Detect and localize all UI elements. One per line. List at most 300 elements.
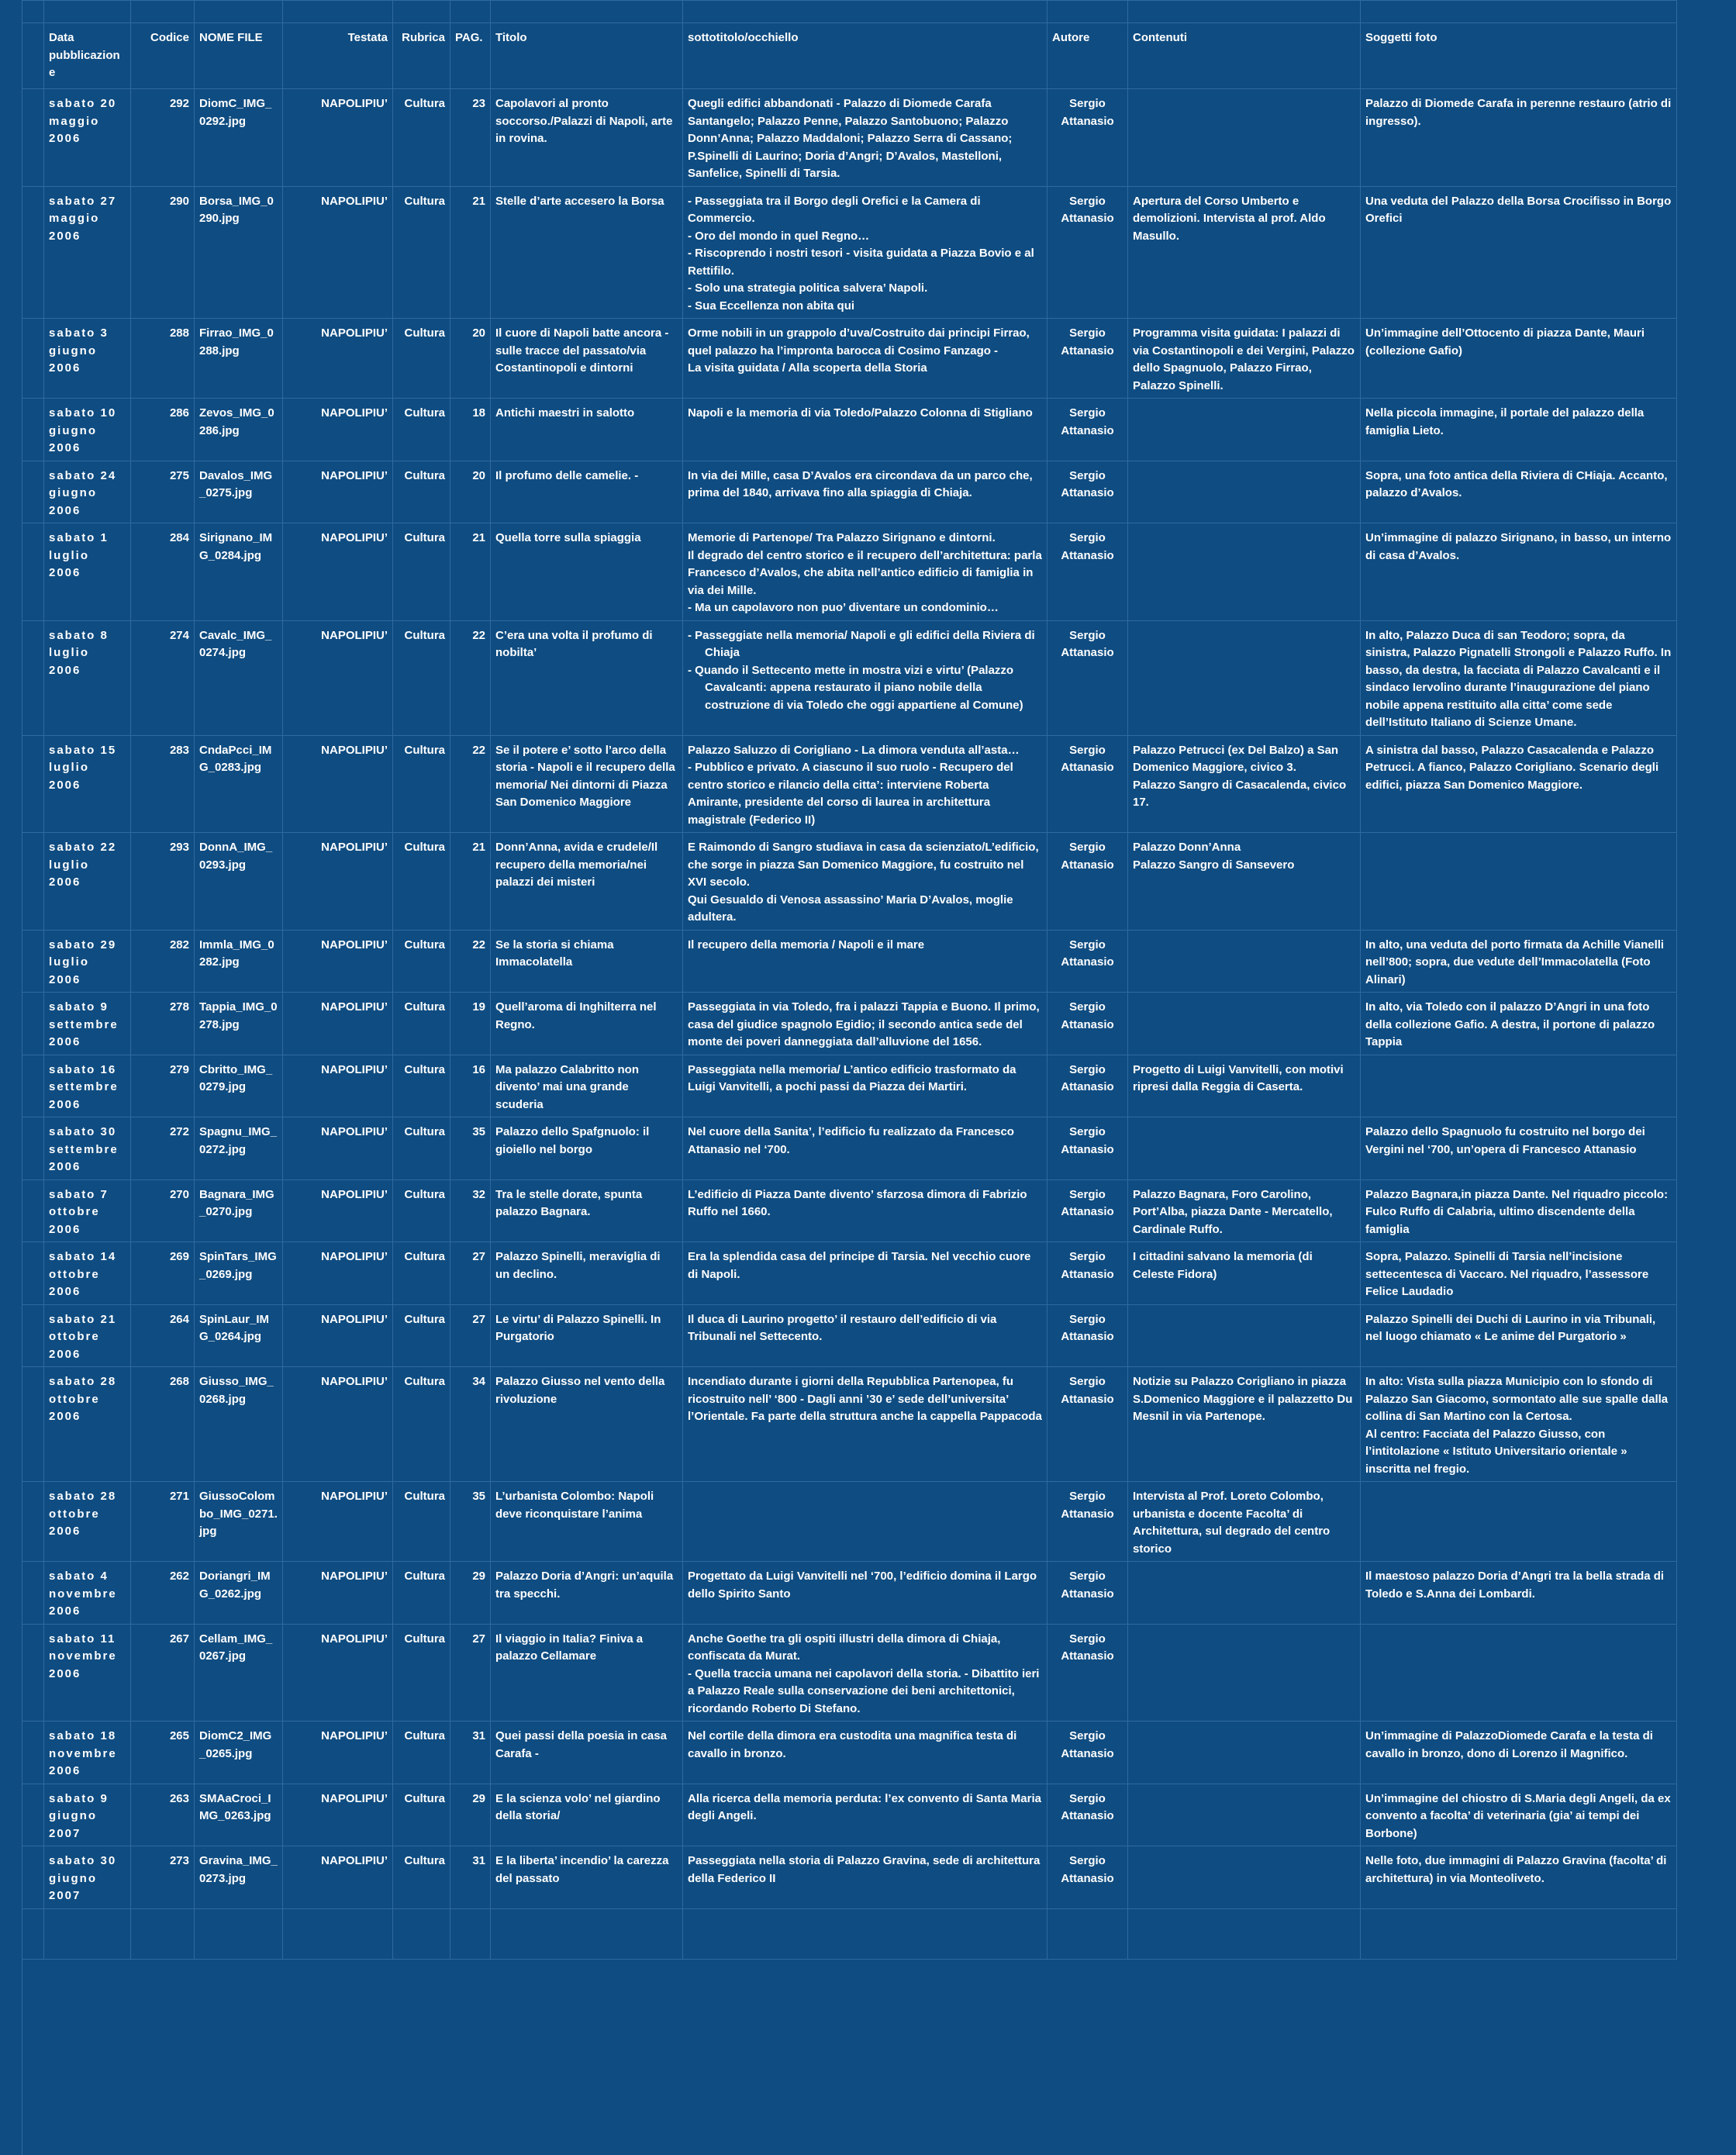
cell-rubrica: Cultura — [393, 1482, 450, 1562]
cell-titolo: Il cuore di Napoli batte ancora - sulle tracce del passato/via Costantinopoli e dintorni — [491, 319, 683, 399]
table-row — [22, 993, 1677, 1055]
row-gutter-cell — [22, 399, 44, 461]
left-gutter — [0, 0, 22, 2155]
content-line: I cittadini salvano la memoria (di Celeste Fidora) — [1133, 1250, 1313, 1281]
cell-testata: NAPOLIPIU’ — [283, 1055, 393, 1117]
cell-data: sabato 22 luglio 2006 — [44, 833, 131, 931]
cell-titolo: Palazzo Giusso nel vento della rivoluzione — [491, 1367, 683, 1482]
subtitle-line: E Raimondo di Sangro studiava in casa da scienziato/L’edificio, che sorge in piazza San Domenico Maggiore, fu costruito nel XVI secolo. — [688, 841, 1039, 889]
cell-rubrica: Cultura — [393, 89, 450, 187]
cell-autore: Sergio Attanasio — [1047, 833, 1128, 931]
cell-autore: Sergio Attanasio — [1047, 1784, 1128, 1846]
row-gutter-cell — [22, 186, 44, 319]
cell-contenuti — [1128, 1242, 1361, 1305]
cell-sottotitolo — [683, 461, 1047, 523]
content-line: Apertura del Corso Umberto e demolizioni. Intervista al prof. Aldo Masullo. — [1133, 194, 1326, 243]
cell-codice: 286 — [131, 399, 195, 461]
cell-titolo: L’urbanista Colombo: Napoli deve riconquistare l’anima — [491, 1482, 683, 1562]
subtitle-line: Orme nobili in un grappolo d’uva/Costruito dai principi Firrao, quel palazzo ha l’impronta barocca di Cosimo Fanzago - — [688, 326, 1030, 357]
cell-testata: NAPOLIPIU’ — [283, 319, 393, 399]
cell-codice: 288 — [131, 319, 195, 399]
row-gutter-cell — [22, 523, 44, 621]
subtitle-line: - Oro del mondo in quel Regno… — [688, 229, 870, 243]
header-codice: Codice — [131, 23, 195, 89]
cell-data: sabato 8 luglio 2006 — [44, 620, 131, 735]
cell-sottotitolo — [683, 186, 1047, 319]
subtitle-line: Palazzo Saluzzo di Corigliano - La dimora venduta all’asta… — [688, 743, 1020, 757]
cell-soggetti: A sinistra dal basso, Palazzo Casacalenda e Palazzo Petrucci. A fianco, Palazzo Corigliano. Scenario degli edifici, piazza San Domenico Maggiore. — [1361, 735, 1677, 833]
cell-pag: 32 — [450, 1179, 491, 1242]
cell-contenuti — [1128, 1562, 1361, 1625]
cell-data: sabato 24 giugno 2006 — [44, 461, 131, 523]
cell-file: Doriangri_IMG_0262.jpg — [195, 1562, 283, 1625]
cell-contenuti — [1128, 1846, 1361, 1909]
cell-soggetti: Il maestoso palazzo Doria d’Angri tra la bella strada di Toledo e S.Anna dei Lombardi. — [1361, 1562, 1677, 1625]
cell-titolo: Antichi maestri in salotto — [491, 399, 683, 461]
cell-rubrica: Cultura — [393, 1784, 450, 1846]
table-row — [22, 1846, 1677, 1909]
cell-codice: 271 — [131, 1482, 195, 1562]
cell-soggetti: In alto, via Toledo con il palazzo D’Angri in una foto della collezione Gafio. A destra, il portone di palazzo Tappia — [1361, 993, 1677, 1055]
cell-rubrica: Cultura — [393, 1367, 450, 1482]
cell-rubrica: Cultura — [393, 620, 450, 735]
cell-contenuti — [1128, 186, 1361, 319]
content-line: Palazzo Bagnara, Foro Carolino, Port’Alba, piazza Dante - Mercatello, Cardinale Ruffo. — [1133, 1187, 1333, 1236]
row-gutter-cell — [22, 1846, 44, 1909]
subtitle-line: Memorie di Partenope/ Tra Palazzo Sirignano e dintorni. — [688, 531, 996, 544]
cell-codice: 292 — [131, 89, 195, 187]
cell-file: DiomC_IMG_0292.jpg — [195, 89, 283, 187]
cell-codice: 269 — [131, 1242, 195, 1305]
cell-rubrica: Cultura — [393, 1242, 450, 1305]
cell-soggetti: Palazzo Bagnara,in piazza Dante. Nel riquadro piccolo: Fulco Ruffo di Calabria, ultimo discendente della famiglia — [1361, 1179, 1677, 1242]
cell-sottotitolo — [683, 1722, 1047, 1784]
cell-contenuti — [1128, 461, 1361, 523]
cell-data: sabato 21 ottobre 2006 — [44, 1304, 131, 1367]
cell-file: Firrao_IMG_0288.jpg — [195, 319, 283, 399]
cell-soggetti — [1361, 833, 1677, 931]
cell-soggetti: Un’immagine del chiostro di S.Maria degli Angeli, da ex convento a facolta’ di veterinaria (gia’ ai tempi dei Borbone) — [1361, 1784, 1677, 1846]
cell-data: sabato 16 settembre 2006 — [44, 1055, 131, 1117]
cell-titolo: Quell’aroma di Inghilterra nel Regno. — [491, 993, 683, 1055]
cell-soggetti: Sopra, Palazzo. Spinelli di Tarsia nell’incisione settecentesca di Vaccaro. Nel riquadro, l’assessore Felice Laudadio — [1361, 1242, 1677, 1305]
subtitle-line: Il degrado del centro storico e il recupero dell’architettura: parla Francesco d’Avalos, che abita nell’antico edificio di famiglia in via dei Mille. — [688, 548, 1042, 597]
subtitle-line: Quegli edifici abbandonati - Palazzo di Diomede Carafa Santangelo; Palazzo Penne, Palazzo Santobuono; Palazzo Donn’Anna; Palazzo Maddaloni; Palazzo Serra di Cassano; P.Spinelli di Laurino; Doria d’Angri; D’Avalos, Mastelloni, Sanfelice, Spinelli di Tarsia. — [688, 97, 1013, 180]
cell-testata: NAPOLIPIU’ — [283, 1722, 393, 1784]
cell-testata: NAPOLIPIU’ — [283, 89, 393, 187]
cell-testata: NAPOLIPIU’ — [283, 1117, 393, 1180]
cell-autore: Sergio Attanasio — [1047, 930, 1128, 993]
subtitle-line: Nel cuore della Sanita’, l’edificio fu realizzato da Francesco Attanasio nel ‘700. — [688, 1125, 1014, 1156]
subtitle-line: Nel cortile della dimora era custodita una magnifica testa di cavallo in bronzo. — [688, 1729, 1017, 1760]
cell-file: DiomC2_IMG_0265.jpg — [195, 1722, 283, 1784]
row-gutter-cell — [22, 833, 44, 931]
header-blank — [22, 23, 44, 89]
table-row — [22, 1367, 1677, 1482]
cell-file: SpinLaur_IMG_0264.jpg — [195, 1304, 283, 1367]
cell-codice: 282 — [131, 930, 195, 993]
cell-titolo: Quei passi della poesia in casa Carafa - — [491, 1722, 683, 1784]
cell-pag: 23 — [450, 89, 491, 187]
cell-soggetti: Nelle foto, due immagini di Palazzo Gravina (facolta’ di architettura) in via Monteoliveto. — [1361, 1846, 1677, 1909]
table-row — [22, 930, 1677, 993]
row-gutter-cell — [22, 1784, 44, 1846]
cell-rubrica: Cultura — [393, 833, 450, 931]
cell-rubrica: Cultura — [393, 461, 450, 523]
cell-sottotitolo — [683, 319, 1047, 399]
cell-pag: 35 — [450, 1117, 491, 1180]
cell-data: sabato 18 novembre 2006 — [44, 1722, 131, 1784]
table-row — [22, 1722, 1677, 1784]
cell-file: Zevos_IMG_0286.jpg — [195, 399, 283, 461]
content-line: Intervista al Prof. Loreto Colombo, urbanista e docente Facolta’ di Architettura, sul degrado del centro storico — [1133, 1490, 1330, 1556]
subtitle-line: - Sua Eccellenza non abita qui — [688, 299, 855, 313]
cell-pag: 31 — [450, 1846, 491, 1909]
cell-data: sabato 1 luglio 2006 — [44, 523, 131, 621]
cell-titolo: Le virtu’ di Palazzo Spinelli. In Purgatorio — [491, 1304, 683, 1367]
cell-rubrica: Cultura — [393, 399, 450, 461]
subtitle-line: - Ma un capolavoro non puo’ diventare un condominio… — [688, 601, 999, 614]
table-row — [22, 186, 1677, 319]
cell-rubrica: Cultura — [393, 1562, 450, 1625]
row-gutter-cell — [22, 1722, 44, 1784]
cell-autore: Sergio Attanasio — [1047, 461, 1128, 523]
cell-autore: Sergio Attanasio — [1047, 1367, 1128, 1482]
cell-contenuti — [1128, 1055, 1361, 1117]
table-row — [22, 1784, 1677, 1846]
header-file: NOME FILE — [195, 23, 283, 89]
cell-file: SMAaCroci_IMG_0263.jpg — [195, 1784, 283, 1846]
cell-rubrica: Cultura — [393, 993, 450, 1055]
empty-cell — [1128, 1908, 1361, 1959]
cell-file: Giusso_IMG_0268.jpg — [195, 1367, 283, 1482]
row-gutter-cell — [22, 1179, 44, 1242]
cell-codice: 268 — [131, 1367, 195, 1482]
subtitle-line: Progettato da Luigi Vanvitelli nel ‘700, l’edificio domina il Largo dello Spirito Santo — [688, 1570, 1037, 1601]
row-gutter-cell — [22, 319, 44, 399]
subtitle-line: Incendiato durante i giorni della Repubblica Partenopea, fu ricostruito nell’ ‘800 - Dagli anni ’30 e’ sede dell’universita’ l’Orientale. Fa parte della struttura anche la cappella Pappacoda — [688, 1375, 1042, 1423]
cell-data: sabato 4 novembre 2006 — [44, 1562, 131, 1625]
cell-pag: 29 — [450, 1562, 491, 1625]
cell-testata: NAPOLIPIU’ — [283, 1242, 393, 1305]
cell-testata: NAPOLIPIU’ — [283, 1304, 393, 1367]
row-gutter-cell — [22, 1624, 44, 1722]
cell-testata: NAPOLIPIU’ — [283, 1846, 393, 1909]
cell-sottotitolo — [683, 993, 1047, 1055]
cell-data: sabato 15 luglio 2006 — [44, 735, 131, 833]
cell-titolo: Tra le stelle dorate, spunta palazzo Bagnara. — [491, 1179, 683, 1242]
cell-testata: NAPOLIPIU’ — [283, 833, 393, 931]
cell-rubrica: Cultura — [393, 1179, 450, 1242]
subtitle-line: - Passeggiate nella memoria/ Napoli e gli edifici della Riviera di Chiaja — [688, 628, 1035, 659]
cell-rubrica: Cultura — [393, 735, 450, 833]
cell-soggetti: In alto: Vista sulla piazza Municipio con lo sfondo di Palazzo San Giacomo, sormontato alle sue spalle dalla collina di San Martino con la Certosa. Al centro: Facciata del Palazzo Giusso, con l’intitolazione « Istituto Universitario orientale » inscritta nel fregio. — [1361, 1367, 1677, 1482]
cell-data: sabato 14 ottobre 2006 — [44, 1242, 131, 1305]
cell-sottotitolo — [683, 1367, 1047, 1482]
cell-contenuti — [1128, 399, 1361, 461]
table-row — [22, 319, 1677, 399]
cell-testata: NAPOLIPIU’ — [283, 930, 393, 993]
empty-cell — [491, 1908, 683, 1959]
cell-rubrica: Cultura — [393, 1304, 450, 1367]
empty-cell — [195, 1908, 283, 1959]
cell-contenuti — [1128, 833, 1361, 931]
cell-codice: 264 — [131, 1304, 195, 1367]
cell-titolo: Se il potere e’ sotto l’arco della storia - Napoli e il recupero della memoria/ Nei dintorni di Piazza San Domenico Maggiore — [491, 735, 683, 833]
cell-titolo: Palazzo dello Spafgnuolo: il gioiello nel borgo — [491, 1117, 683, 1180]
subtitle-line: Passeggiata nella memoria/ L’antico edificio trasformato da Luigi Vanvitelli, a pochi passi da Piazza dei Martiri. — [688, 1062, 1016, 1093]
cell-titolo: Palazzo Spinelli, meraviglia di un declino. — [491, 1242, 683, 1305]
empty-cell — [22, 1908, 44, 1959]
cell-data: sabato 28 ottobre 2006 — [44, 1482, 131, 1562]
cell-autore: Sergio Attanasio — [1047, 1055, 1128, 1117]
cell-pag: 20 — [450, 461, 491, 523]
row-gutter-cell — [22, 1242, 44, 1305]
cell-contenuti — [1128, 735, 1361, 833]
cell-data: sabato 7 ottobre 2006 — [44, 1179, 131, 1242]
cell-sottotitolo — [683, 1784, 1047, 1846]
cell-pag: 27 — [450, 1304, 491, 1367]
cell-testata: NAPOLIPIU’ — [283, 523, 393, 621]
header-data: Data pubblicazione — [44, 23, 131, 89]
cell-autore: Sergio Attanasio — [1047, 993, 1128, 1055]
cell-pag: 16 — [450, 1055, 491, 1117]
cell-pag: 35 — [450, 1482, 491, 1562]
cell-rubrica: Cultura — [393, 1846, 450, 1909]
table-row — [22, 735, 1677, 833]
cell-autore: Sergio Attanasio — [1047, 1846, 1128, 1909]
cell-soggetti: Un’immagine di palazzo Sirignano, in basso, un interno di casa d’Avalos. — [1361, 523, 1677, 621]
cell-data: sabato 28 ottobre 2006 — [44, 1367, 131, 1482]
subtitle-line: Anche Goethe tra gli ospiti illustri della dimora di Chiaja, confiscata da Murat. — [688, 1632, 1001, 1663]
cell-rubrica: Cultura — [393, 1722, 450, 1784]
cell-contenuti — [1128, 89, 1361, 187]
row-gutter-cell — [22, 1304, 44, 1367]
cell-pag: 34 — [450, 1367, 491, 1482]
cell-file: Cellam_IMG_0267.jpg — [195, 1624, 283, 1722]
cell-soggetti: Palazzo di Diomede Carafa in perenne restauro (atrio di ingresso). — [1361, 89, 1677, 187]
cell-sottotitolo — [683, 1482, 1047, 1562]
subtitle-line: - Passeggiata tra il Borgo degli Orefici e la Camera di Commercio. — [688, 194, 981, 225]
row-gutter-cell — [22, 1482, 44, 1562]
cell-contenuti — [1128, 1367, 1361, 1482]
cell-pag: 31 — [450, 1722, 491, 1784]
cell-contenuti — [1128, 319, 1361, 399]
cell-file: Borsa_IMG_0290.jpg — [195, 186, 283, 319]
cell-titolo: Stelle d’arte accesero la Borsa — [491, 186, 683, 319]
content-line: Palazzo Sangro di Casacalenda, civico 17. — [1133, 778, 1347, 809]
cell-pag: 22 — [450, 735, 491, 833]
articles-table — [22, 0, 1677, 1960]
cell-codice: 273 — [131, 1846, 195, 1909]
cell-pag: 19 — [450, 993, 491, 1055]
header-autore: Autore — [1047, 23, 1128, 89]
cell-testata: NAPOLIPIU’ — [283, 186, 393, 319]
cell-soggetti: In alto, Palazzo Duca di san Teodoro; sopra, da sinistra, Palazzo Pignatelli Strongoli e Palazzo Ruffo. In basso, da destra, la facciata di Palazzo Cavalcanti e il sindaco Iervolino durante l’inaugurazione del piano nobile appena restituito alla citta’ come sede dell’Istituto Italiano di Scienze Umane. — [1361, 620, 1677, 735]
cell-soggetti: Palazzo dello Spagnuolo fu costruito nel borgo dei Vergini nel ‘700, un’opera di Francesco Attanasio — [1361, 1117, 1677, 1180]
table-row — [22, 523, 1677, 621]
table-row — [22, 1304, 1677, 1367]
header-contenuti: Contenuti — [1128, 23, 1361, 89]
cell-sottotitolo — [683, 833, 1047, 931]
header-titolo: Titolo — [491, 23, 683, 89]
cell-sottotitolo — [683, 89, 1047, 187]
cell-codice: 265 — [131, 1722, 195, 1784]
cell-soggetti: Sopra, una foto antica della Riviera di CHiaja. Accanto, palazzo d’Avalos. — [1361, 461, 1677, 523]
row-gutter-cell — [22, 89, 44, 187]
cell-rubrica: Cultura — [393, 523, 450, 621]
table-row — [22, 89, 1677, 187]
cell-testata: NAPOLIPIU’ — [283, 1784, 393, 1846]
cell-autore: Sergio Attanasio — [1047, 186, 1128, 319]
cell-sottotitolo — [683, 399, 1047, 461]
cell-file: Cbritto_IMG_0279.jpg — [195, 1055, 283, 1117]
cell-codice: 263 — [131, 1784, 195, 1846]
header-sottotitolo: sottotitolo/occhiello — [683, 23, 1047, 89]
cell-sottotitolo — [683, 1304, 1047, 1367]
cell-codice: 279 — [131, 1055, 195, 1117]
cell-soggetti: Nella piccola immagine, il portale del palazzo della famiglia Lieto. — [1361, 399, 1677, 461]
table-row — [22, 1562, 1677, 1625]
cell-autore: Sergio Attanasio — [1047, 1482, 1128, 1562]
cell-contenuti — [1128, 1784, 1361, 1846]
cell-file: Spagnu_IMG_0272.jpg — [195, 1117, 283, 1180]
cell-autore: Sergio Attanasio — [1047, 735, 1128, 833]
cell-file: Cavalc_IMG_0274.jpg — [195, 620, 283, 735]
table-row — [22, 833, 1677, 931]
cell-pag: 21 — [450, 833, 491, 931]
content-line: Palazzo Petrucci (ex Del Balzo) a San Domenico Maggiore, civico 3. — [1133, 743, 1339, 774]
header-pag: PAG. — [450, 23, 491, 89]
cell-titolo: Il viaggio in Italia? Finiva a palazzo Cellamare — [491, 1624, 683, 1722]
cell-titolo: Il profumo delle camelie. - — [491, 461, 683, 523]
cell-titolo: Palazzo Doria d’Angri: un’aquila tra specchi. — [491, 1562, 683, 1625]
cell-codice: 284 — [131, 523, 195, 621]
cell-rubrica: Cultura — [393, 1117, 450, 1180]
cell-rubrica: Cultura — [393, 1055, 450, 1117]
cell-sottotitolo — [683, 930, 1047, 993]
subtitle-line: - Pubblico e privato. A ciascuno il suo ruolo - Recupero del centro storico e rilancio della citta’: interviene Roberta Amirante, presidente del corso di laurea in architettura magistrale (Federico II) — [688, 761, 1013, 827]
cell-sottotitolo — [683, 1562, 1047, 1625]
cell-sottotitolo — [683, 523, 1047, 621]
cell-soggetti — [1361, 1482, 1677, 1562]
cell-testata: NAPOLIPIU’ — [283, 993, 393, 1055]
cell-testata: NAPOLIPIU’ — [283, 1482, 393, 1562]
cell-codice: 283 — [131, 735, 195, 833]
table-row — [22, 461, 1677, 523]
cell-sottotitolo — [683, 1117, 1047, 1180]
header-testata: Testata — [283, 23, 393, 89]
content-line: Palazzo Donn’Anna — [1133, 841, 1241, 854]
cell-titolo: Se la storia si chiama Immacolatella — [491, 930, 683, 993]
table-row — [22, 1179, 1677, 1242]
cell-autore: Sergio Attanasio — [1047, 1117, 1128, 1180]
cell-file: Immla_IMG_0282.jpg — [195, 930, 283, 993]
cell-titolo: Quella torre sulla spiaggia — [491, 523, 683, 621]
cell-testata: NAPOLIPIU’ — [283, 399, 393, 461]
empty-cell — [1361, 1908, 1677, 1959]
row-gutter-cell — [22, 735, 44, 833]
row-gutter-cell — [22, 993, 44, 1055]
cell-codice: 278 — [131, 993, 195, 1055]
cell-data: sabato 27 maggio 2006 — [44, 186, 131, 319]
cell-pag: 27 — [450, 1624, 491, 1722]
cell-data: sabato 11 novembre 2006 — [44, 1624, 131, 1722]
cell-autore: Sergio Attanasio — [1047, 1242, 1128, 1305]
cell-autore: Sergio Attanasio — [1047, 523, 1128, 621]
header-soggetti: Soggetti foto — [1361, 23, 1677, 89]
content-line: Notizie su Palazzo Corigliano in piazza S.Domenico Maggiore e il palazzetto Du Mesnil in via Partenope. — [1133, 1375, 1353, 1423]
cell-data: sabato 29 luglio 2006 — [44, 930, 131, 993]
row-gutter-cell — [22, 1562, 44, 1625]
cell-codice: 275 — [131, 461, 195, 523]
cell-data: sabato 20 maggio 2006 — [44, 89, 131, 187]
cell-codice: 274 — [131, 620, 195, 735]
cell-testata: NAPOLIPIU’ — [283, 620, 393, 735]
cell-sottotitolo — [683, 1179, 1047, 1242]
cell-soggetti: Una veduta del Palazzo della Borsa Crocifisso in Borgo Orefici — [1361, 186, 1677, 319]
content-line: Programma visita guidata: I palazzi di via Costantinopoli e dei Vergini, Palazzo dello Spagnuolo, Palazzo Firrao, Palazzo Spinelli. — [1133, 326, 1355, 392]
row-gutter-cell — [22, 1367, 44, 1482]
cell-titolo: E la scienza volo’ nel giardino della storia/ — [491, 1784, 683, 1846]
empty-row — [22, 1908, 1677, 1959]
content-line: Progetto di Luigi Vanvitelli, con motivi ripresi dalla Reggia di Caserta. — [1133, 1062, 1344, 1093]
subtitle-line: - Riscoprendo i nostri tesori - visita guidata a Piazza Bovio e al Rettifilo. — [688, 247, 1034, 278]
cell-contenuti — [1128, 523, 1361, 621]
cell-pag: 21 — [450, 523, 491, 621]
cell-titolo: Ma palazzo Calabritto non divento’ mai una grande scuderia — [491, 1055, 683, 1117]
cell-file: Bagnara_IMG_0270.jpg — [195, 1179, 283, 1242]
empty-cell — [683, 1908, 1047, 1959]
cell-codice: 272 — [131, 1117, 195, 1180]
cell-autore: Sergio Attanasio — [1047, 1562, 1128, 1625]
cell-pag: 21 — [450, 186, 491, 319]
cell-sottotitolo — [683, 735, 1047, 833]
cell-contenuti — [1128, 1624, 1361, 1722]
cell-autore: Sergio Attanasio — [1047, 319, 1128, 399]
cell-file: Gravina_IMG_0273.jpg — [195, 1846, 283, 1909]
cell-sottotitolo — [683, 1846, 1047, 1909]
subtitle-line: Qui Gesualdo di Venosa assassino’ Maria D’Avalos, moglie adultera. — [688, 893, 1013, 924]
table-row — [22, 1055, 1677, 1117]
cell-soggetti: In alto, una veduta del porto firmata da Achille Vianelli nell’800; sopra, due vedute dell’Immacolatella (Foto Alinari) — [1361, 930, 1677, 993]
cell-testata: NAPOLIPIU’ — [283, 461, 393, 523]
cell-contenuti — [1128, 1179, 1361, 1242]
cell-titolo: C’era una volta il profumo di nobilta’ — [491, 620, 683, 735]
cell-data: sabato 9 settembre 2006 — [44, 993, 131, 1055]
cell-autore: Sergio Attanasio — [1047, 1624, 1128, 1722]
table-row — [22, 1482, 1677, 1562]
row-gutter-cell — [22, 930, 44, 993]
cell-rubrica: Cultura — [393, 930, 450, 993]
header-rubrica: Rubrica — [393, 23, 450, 89]
cell-data: sabato 3 giugno 2006 — [44, 319, 131, 399]
cell-soggetti — [1361, 1624, 1677, 1722]
cell-pag: 29 — [450, 1784, 491, 1846]
subtitle-line: Alla ricerca della memoria perduta: l’ex convento di Santa Maria degli Angeli. — [688, 1791, 1041, 1822]
cell-autore: Sergio Attanasio — [1047, 1179, 1128, 1242]
cell-pag: 20 — [450, 319, 491, 399]
cell-pag: 27 — [450, 1242, 491, 1305]
empty-cell — [283, 1908, 393, 1959]
cell-data: sabato 30 giugno 2007 — [44, 1846, 131, 1909]
table-row — [22, 399, 1677, 461]
cell-autore: Sergio Attanasio — [1047, 1722, 1128, 1784]
cell-file: DonnA_IMG_0293.jpg — [195, 833, 283, 931]
cell-data: sabato 30 settembre 2006 — [44, 1117, 131, 1180]
cell-autore: Sergio Attanasio — [1047, 399, 1128, 461]
subtitle-line: Il duca di Laurino progetto’ il restauro dell’edificio di via Tribunali nel Settecento. — [688, 1312, 997, 1343]
